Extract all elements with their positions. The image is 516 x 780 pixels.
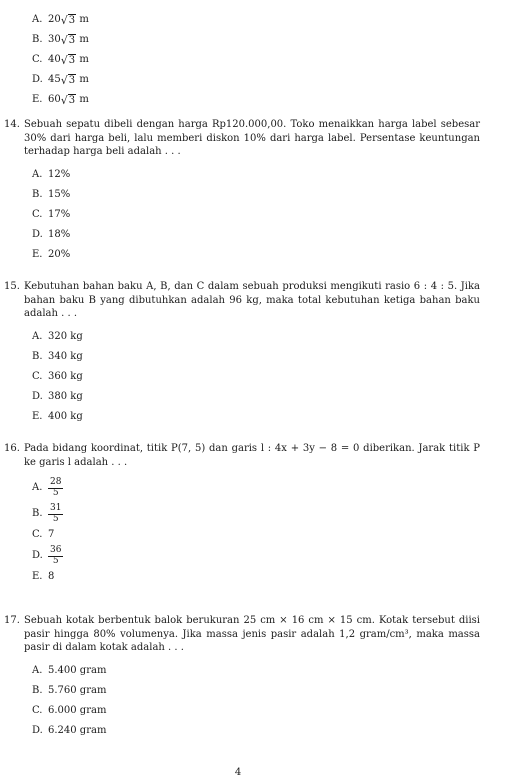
option-letter: E.: [32, 94, 43, 106]
denominator: 5: [52, 555, 59, 566]
option-text: 12%: [48, 168, 71, 180]
option-letter: E.: [32, 410, 43, 422]
option-c: [32, 701, 480, 721]
radicand: 3: [68, 95, 76, 106]
option-c: [32, 50, 89, 70]
option-letter: B.: [32, 508, 43, 520]
option-letter: C.: [32, 208, 43, 220]
option-unit: m: [79, 14, 89, 26]
option-letter: A.: [32, 482, 43, 494]
option-unit: m: [79, 94, 89, 106]
option-text: 18%: [48, 228, 71, 240]
option-b: [32, 30, 89, 50]
question-text: Sebuah sepatu dibeli dengan harga Rp120.000,00. Toko menaikkan harga label sebesar 30% dari harga beli, lalu memberi diskon 10% dari harga label. Persentase keuntungan terhadap harga beli adalah . . .: [24, 119, 480, 157]
option-letter: B.: [32, 188, 43, 200]
sqrt-symbol: √ 3: [60, 94, 76, 107]
option-a: [32, 165, 480, 185]
option-letter: A.: [32, 168, 43, 180]
option-letter: E.: [32, 571, 43, 583]
option-a: [32, 327, 480, 347]
answer-options: [32, 475, 480, 585]
option-coefficient: 20: [48, 14, 61, 26]
option-letter: E.: [32, 248, 43, 260]
question-text: Pada bidang koordinat, titik P(7, 5) dan garis l : 4x + 3y − 8 = 0 diberikan. Jarak titik P ke garis l adalah . . .: [24, 443, 480, 468]
option-b: [32, 681, 480, 701]
option-text: 320 kg: [48, 330, 83, 342]
option-unit: m: [79, 34, 89, 46]
sqrt-symbol: √ 3: [60, 34, 76, 47]
radicand: 3: [68, 15, 76, 26]
option-b: [32, 501, 480, 527]
option-letter: B.: [32, 684, 43, 696]
question-15: [4, 280, 480, 427]
numerator: 36: [50, 544, 62, 555]
question-number: 15.: [4, 281, 20, 292]
option-letter: A.: [32, 14, 43, 26]
answer-options: [32, 165, 480, 265]
option-coefficient: 60: [48, 94, 61, 106]
option-a: [32, 10, 89, 30]
option-d: [32, 543, 480, 569]
radicand: 3: [68, 35, 76, 46]
question-text: Kebutuhan bahan baku A, B, dan C dalam sebuah produksi mengikuti rasio 6 : 4 : 5. Jika bahan baku B yang dibutuhkan adalah 96 kg, maka total kebutuhan ketiga bahan baku adalah . . .: [24, 281, 480, 319]
option-text: 8: [48, 571, 55, 583]
option-coefficient: 45: [48, 74, 61, 86]
option-d: [32, 721, 480, 741]
option-letter: C.: [32, 54, 43, 66]
option-letter: D.: [32, 390, 43, 402]
option-unit: m: [79, 74, 89, 86]
option-text: 380 kg: [48, 390, 83, 402]
option-d: [32, 70, 89, 90]
option-a: [32, 661, 480, 681]
option-text: 5.400 gram: [48, 664, 107, 676]
option-text: 17%: [48, 208, 71, 220]
answer-options: [32, 327, 480, 427]
option-c: [32, 527, 480, 543]
option-text: 360 kg: [48, 370, 83, 382]
option-b: [32, 185, 480, 205]
option-letter: A.: [32, 330, 43, 342]
numerator: 31: [50, 502, 62, 513]
denominator: 5: [52, 487, 59, 498]
page-number: 4: [234, 767, 242, 778]
numerator: 28: [50, 476, 62, 487]
question-text: Sebuah kotak berbentuk balok berukuran 25 cm × 16 cm × 15 cm. Kotak tersebut diisi pasir hingga 80% volumenya. Jika massa jenis pasir adalah 1,2 gram/cm³, maka massa pasir di dalam kotak adalah . . .: [24, 615, 480, 653]
option-letter: C.: [32, 529, 43, 541]
option-b: [32, 347, 480, 367]
option-e: [32, 407, 480, 427]
option-coefficient: 40: [48, 54, 61, 66]
option-e: [32, 569, 480, 585]
option-text: 6.240 gram: [48, 724, 107, 736]
option-d: [32, 225, 480, 245]
option-e: [32, 90, 89, 110]
radicand: 3: [68, 55, 76, 66]
option-letter: D.: [32, 228, 43, 240]
question-number: 14.: [4, 119, 20, 130]
option-e: [32, 245, 480, 265]
option-c: [32, 205, 480, 225]
question-14: [4, 118, 480, 265]
option-text: 5.760 gram: [48, 684, 107, 696]
option-text: 7: [48, 529, 55, 541]
option-unit: m: [79, 54, 89, 66]
fraction: [48, 504, 63, 525]
option-letter: C.: [32, 704, 43, 716]
answer-options: [32, 661, 480, 741]
option-d: [32, 387, 480, 407]
option-letter: B.: [32, 34, 43, 46]
option-text: 15%: [48, 188, 71, 200]
option-text: 400 kg: [48, 410, 83, 422]
option-letter: D.: [32, 724, 43, 736]
option-letter: A.: [32, 664, 43, 676]
fraction: [48, 478, 63, 499]
question-16: [4, 442, 480, 585]
question-17: [4, 614, 480, 741]
question-number: 16.: [4, 443, 20, 454]
option-coefficient: 30: [48, 34, 61, 46]
sqrt-symbol: √ 3: [60, 14, 76, 27]
previous-question-options: [32, 10, 89, 110]
sqrt-symbol: √ 3: [60, 54, 76, 67]
option-letter: B.: [32, 350, 43, 362]
question-number: 17.: [4, 615, 20, 626]
sqrt-symbol: √ 3: [60, 74, 76, 87]
fraction: [48, 546, 63, 567]
denominator: 5: [52, 513, 59, 524]
option-text: 340 kg: [48, 350, 83, 362]
option-letter: D.: [32, 550, 43, 562]
option-letter: C.: [32, 370, 43, 382]
option-text: 20%: [48, 248, 71, 260]
option-text: 6.000 gram: [48, 704, 107, 716]
option-c: [32, 367, 480, 387]
option-a: [32, 475, 480, 501]
option-letter: D.: [32, 74, 43, 86]
radicand: 3: [68, 75, 76, 86]
